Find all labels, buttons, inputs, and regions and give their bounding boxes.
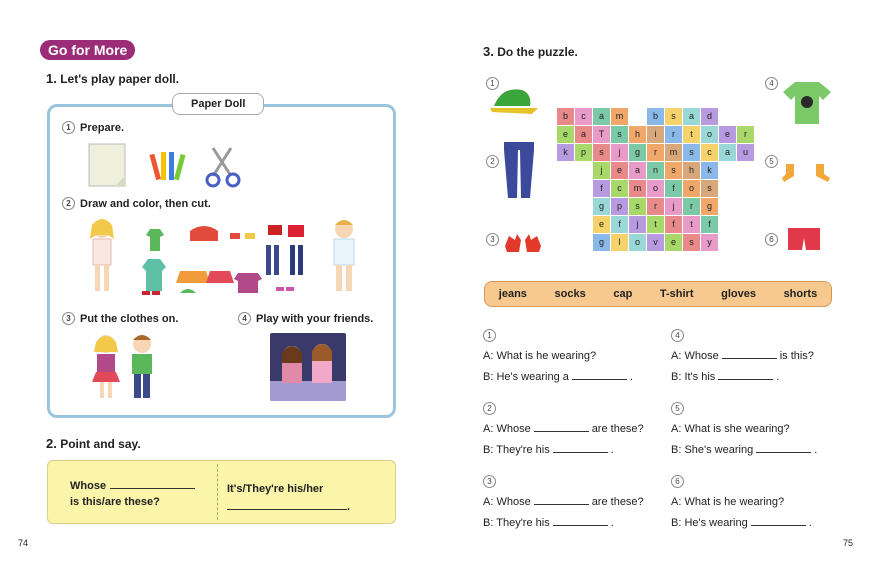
word-bank: [484, 281, 832, 307]
puzzle-cell: [629, 108, 646, 125]
puzzle-cell: [719, 180, 736, 197]
section-3-heading: 3. Do the puzzle.: [483, 44, 578, 59]
dressed-dolls-illustration: [88, 330, 168, 402]
step-play-friends: 4 Play with your friends.: [238, 312, 373, 325]
puzzle-cell[interactable]: s: [593, 144, 610, 161]
puzzle-cell[interactable]: v: [647, 234, 664, 251]
word-search-puzzle[interactable]: [557, 108, 754, 251]
puzzle-cell[interactable]: g: [629, 144, 646, 161]
puzzle-cell[interactable]: m: [629, 180, 646, 197]
puzzle-cell[interactable]: f: [665, 180, 682, 197]
word-cap: cap: [613, 288, 633, 300]
puzzle-cell[interactable]: a: [575, 126, 592, 143]
puzzle-cell: [719, 198, 736, 215]
puzzle-cell[interactable]: o: [701, 126, 718, 143]
step-prepare: 1 Prepare.: [62, 121, 124, 134]
puzzle-cell[interactable]: f: [701, 216, 718, 233]
paper-doll-cutouts: [80, 215, 370, 300]
picture-number-2: 2: [486, 155, 499, 168]
puzzle-cell[interactable]: o: [647, 180, 664, 197]
paper-icon: [89, 144, 125, 186]
puzzle-cell[interactable]: a: [629, 162, 646, 179]
picture-number-3: 3: [486, 233, 499, 246]
puzzle-cell[interactable]: j: [629, 216, 646, 233]
scissors-icon: [207, 148, 239, 186]
puzzle-cell[interactable]: i: [647, 126, 664, 143]
cap-icon: [488, 84, 540, 116]
puzzle-cell[interactable]: o: [629, 234, 646, 251]
puzzle-cell: [575, 198, 592, 215]
puzzle-cell: [557, 234, 574, 251]
paper-doll-tab: Paper Doll: [172, 93, 264, 115]
puzzle-cell: [557, 216, 574, 233]
puzzle-cell[interactable]: r: [647, 144, 664, 161]
puzzle-cell: [737, 234, 754, 251]
puzzle-cell[interactable]: b: [557, 108, 574, 125]
puzzle-cell[interactable]: r: [647, 198, 664, 215]
puzzle-cell[interactable]: g: [701, 198, 718, 215]
tshirt-icon: [781, 80, 833, 126]
puzzle-cell[interactable]: d: [701, 108, 718, 125]
puzzle-cell: [719, 162, 736, 179]
puzzle-cell[interactable]: e: [719, 126, 736, 143]
puzzle-cell: [719, 108, 736, 125]
word-jeans: jeans: [498, 288, 527, 300]
puzzle-cell[interactable]: m: [665, 144, 682, 161]
puzzle-cell: [575, 216, 592, 233]
puzzle-cell[interactable]: y: [701, 234, 718, 251]
step-put-clothes: 3 Put the clothes on.: [62, 312, 178, 325]
puzzle-cell[interactable]: t: [683, 126, 700, 143]
puzzle-cell: [719, 234, 736, 251]
puzzle-cell: [557, 180, 574, 197]
puzzle-cell[interactable]: p: [575, 144, 592, 161]
puzzle-cell[interactable]: j: [593, 162, 610, 179]
puzzle-cell[interactable]: f: [665, 216, 682, 233]
puzzle-cell[interactable]: r: [737, 126, 754, 143]
puzzle-cell[interactable]: k: [557, 144, 574, 161]
puzzle-cell[interactable]: k: [701, 162, 718, 179]
puzzle-cell[interactable]: s: [701, 180, 718, 197]
picture-number-5: 5: [765, 155, 778, 168]
puzzle-cell[interactable]: j: [611, 144, 628, 161]
go-for-more-badge: Go for More: [40, 40, 135, 60]
puzzle-cell[interactable]: a: [719, 144, 736, 161]
puzzle-cell[interactable]: s: [629, 198, 646, 215]
question-3: 3 A: Whose are these? B: They're his .: [483, 477, 644, 529]
socks-icon: [780, 162, 834, 186]
puzzle-cell[interactable]: a: [683, 108, 700, 125]
puzzle-cell[interactable]: e: [593, 216, 610, 233]
puzzle-cell: [737, 180, 754, 197]
puzzle-cell[interactable]: n: [647, 162, 664, 179]
puzzle-cell[interactable]: t: [647, 216, 664, 233]
puzzle-cell[interactable]: s: [683, 144, 700, 161]
word-gloves: gloves: [721, 288, 756, 300]
puzzle-cell[interactable]: s: [665, 108, 682, 125]
puzzle-cell[interactable]: f: [593, 180, 610, 197]
puzzle-cell: [557, 198, 574, 215]
puzzle-cell: [737, 162, 754, 179]
puzzle-cell[interactable]: f: [611, 216, 628, 233]
clothes-icon: [142, 225, 304, 295]
question-4: 4 A: Whose is this? B: It's his .: [671, 331, 814, 383]
puzzle-cell: [557, 162, 574, 179]
picture-number-1: 1: [486, 77, 499, 90]
puzzle-cell[interactable]: c: [575, 108, 592, 125]
answer-prompt: It's/They're his/her .: [227, 483, 351, 513]
puzzle-cell[interactable]: c: [701, 144, 718, 161]
word-socks: socks: [554, 288, 586, 300]
puzzle-cell[interactable]: l: [611, 234, 628, 251]
word-tshirt: T-shirt: [659, 288, 694, 300]
puzzle-cell[interactable]: s: [665, 162, 682, 179]
puzzle-cell[interactable]: s: [611, 126, 628, 143]
section-2-heading: 2. Point and say.: [46, 436, 141, 451]
picture-number-6: 6: [765, 233, 778, 246]
question-6: 6 A: What is he wearing? B: He's wearing .: [671, 477, 812, 529]
puzzle-cell[interactable]: a: [593, 108, 610, 125]
puzzle-cell: [575, 234, 592, 251]
puzzle-cell[interactable]: m: [611, 108, 628, 125]
puzzle-cell: [719, 216, 736, 233]
step-draw-color: 2 Draw and color, then cut.: [62, 197, 211, 210]
puzzle-cell[interactable]: b: [647, 108, 664, 125]
puzzle-cell[interactable]: h: [629, 126, 646, 143]
puzzle-cell[interactable]: e: [665, 234, 682, 251]
puzzle-cell[interactable]: e: [611, 162, 628, 179]
page-number-right: 75: [843, 538, 854, 548]
puzzle-cell[interactable]: g: [593, 198, 610, 215]
kids-playing-photo: [270, 333, 346, 401]
puzzle-cell[interactable]: u: [737, 144, 754, 161]
question-5: 5 A: What is she wearing? B: She's wearing .: [671, 404, 818, 456]
puzzle-cell[interactable]: t: [683, 216, 700, 233]
puzzle-cell[interactable]: e: [557, 126, 574, 143]
puzzle-cell: [737, 216, 754, 233]
box-divider: [217, 464, 218, 520]
question-2: 2 A: Whose are these? B: They're his .: [483, 404, 644, 456]
puzzle-cell[interactable]: r: [683, 198, 700, 215]
word-shorts: shorts: [783, 288, 818, 300]
puzzle-cell[interactable]: g: [593, 234, 610, 251]
puzzle-cell: [575, 162, 592, 179]
girl-doll-icon: [90, 219, 114, 291]
whose-prompt: Whose is this/are these?: [70, 478, 195, 510]
puzzle-cell[interactable]: h: [683, 162, 700, 179]
puzzle-cell[interactable]: p: [611, 198, 628, 215]
puzzle-cell[interactable]: s: [683, 234, 700, 251]
puzzle-cell: [737, 108, 754, 125]
puzzle-cell: [575, 180, 592, 197]
crayons-icon: [149, 152, 185, 180]
gloves-icon: [503, 232, 543, 254]
puzzle-cell[interactable]: T: [593, 126, 610, 143]
puzzle-cell[interactable]: j: [665, 198, 682, 215]
page-number-left: 74: [18, 538, 29, 548]
puzzle-cell: [737, 198, 754, 215]
puzzle-cell[interactable]: o: [683, 180, 700, 197]
shorts-icon: [786, 226, 822, 252]
section-1-heading: 1. Let's play paper doll.: [46, 71, 180, 86]
jeans-icon: [502, 140, 536, 200]
boy-doll-icon: [334, 220, 354, 291]
question-1: 1 A: What is he wearing? B: He's wearing a .: [483, 331, 633, 383]
supplies-illustration: [85, 140, 250, 190]
puzzle-cell[interactable]: r: [665, 126, 682, 143]
picture-number-4: 4: [765, 77, 778, 90]
puzzle-cell[interactable]: c: [611, 180, 628, 197]
